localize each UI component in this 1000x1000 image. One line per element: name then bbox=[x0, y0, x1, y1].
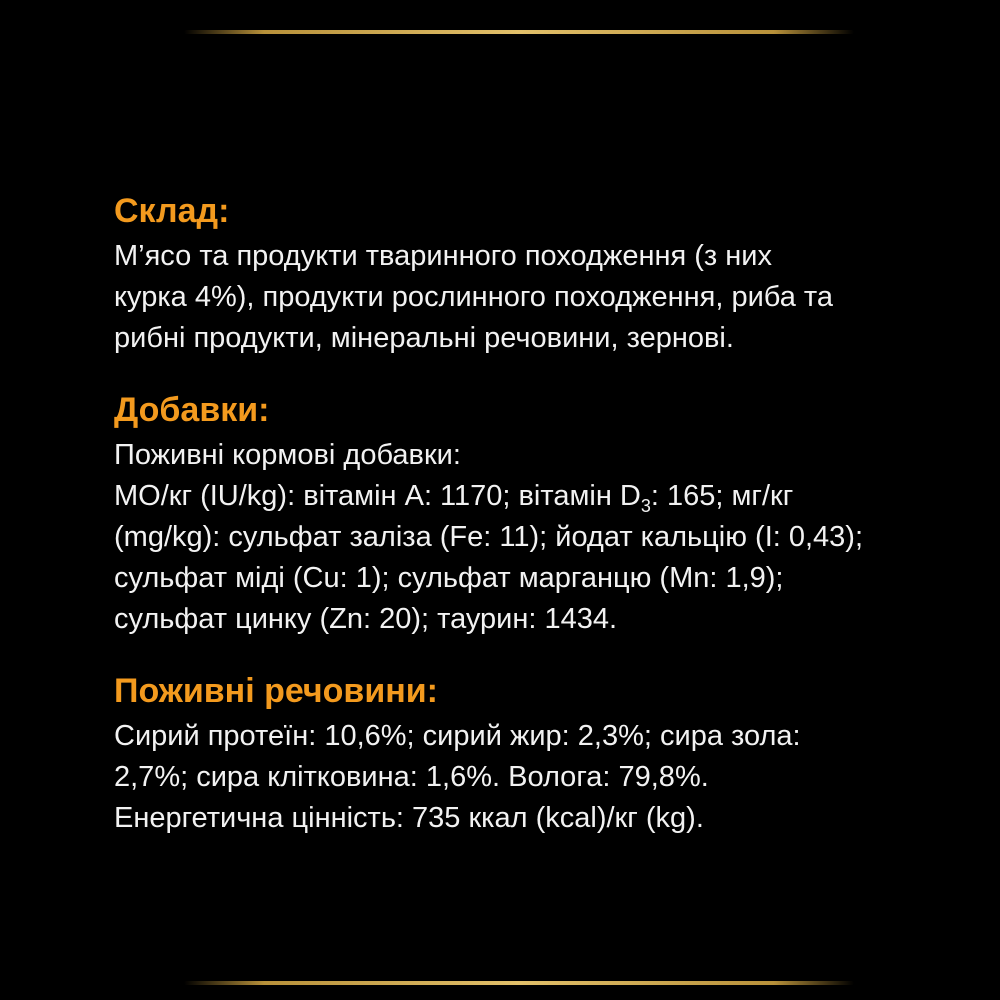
composition-line: курка 4%), продукти рослинного походження, риба та bbox=[114, 281, 833, 313]
nutrients-section bbox=[114, 670, 974, 839]
additives-line bbox=[114, 476, 974, 517]
nutrients-heading: Поживні речовини: bbox=[114, 672, 438, 710]
additives-line: сульфат цинку (Zn: 20); таурин: 1434. bbox=[114, 603, 618, 635]
nutrients-line: 2,7%; сира клітковина: 1,6%. Волога: 79,8%. bbox=[114, 761, 709, 793]
composition-section bbox=[114, 190, 974, 359]
composition-text bbox=[114, 236, 974, 359]
additives-heading: Добавки: bbox=[114, 391, 270, 429]
nutrition-info-panel bbox=[114, 190, 974, 869]
nutrients-text bbox=[114, 716, 974, 839]
additives-line: сульфат міді (Cu: 1); сульфат марганцю (Mn: 1,9); bbox=[114, 562, 784, 594]
nutrients-line: Енергетична цінність: 735 ккал (kcal)/кг (kg). bbox=[114, 802, 704, 834]
composition-line: М’ясо та продукти тваринного походження (з них bbox=[114, 240, 772, 272]
additives-section bbox=[114, 389, 974, 640]
top-gold-divider bbox=[184, 30, 854, 34]
additives-vitamins-tail: : 165; мг/кг bbox=[650, 480, 794, 512]
additives-text bbox=[114, 435, 974, 640]
additives-vitamins-text: МО/кг (IU/kg): вітамін А: 1170; вітамін D bbox=[114, 480, 641, 512]
additives-line: (mg/kg): сульфат заліза (Fe: 11); йодат кальцію (I: 0,43); bbox=[114, 521, 864, 553]
nutrients-line: Сирий протеїн: 10,6%; сирий жир: 2,3%; сира зола: bbox=[114, 720, 801, 752]
vitamin-d3-subscript: 3 bbox=[640, 495, 651, 516]
composition-heading: Склад: bbox=[114, 192, 230, 230]
additives-line: Поживні кормові добавки: bbox=[114, 439, 461, 471]
bottom-gold-divider bbox=[184, 981, 854, 985]
composition-line: рибні продукти, мінеральні речовини, зернові. bbox=[114, 322, 734, 354]
